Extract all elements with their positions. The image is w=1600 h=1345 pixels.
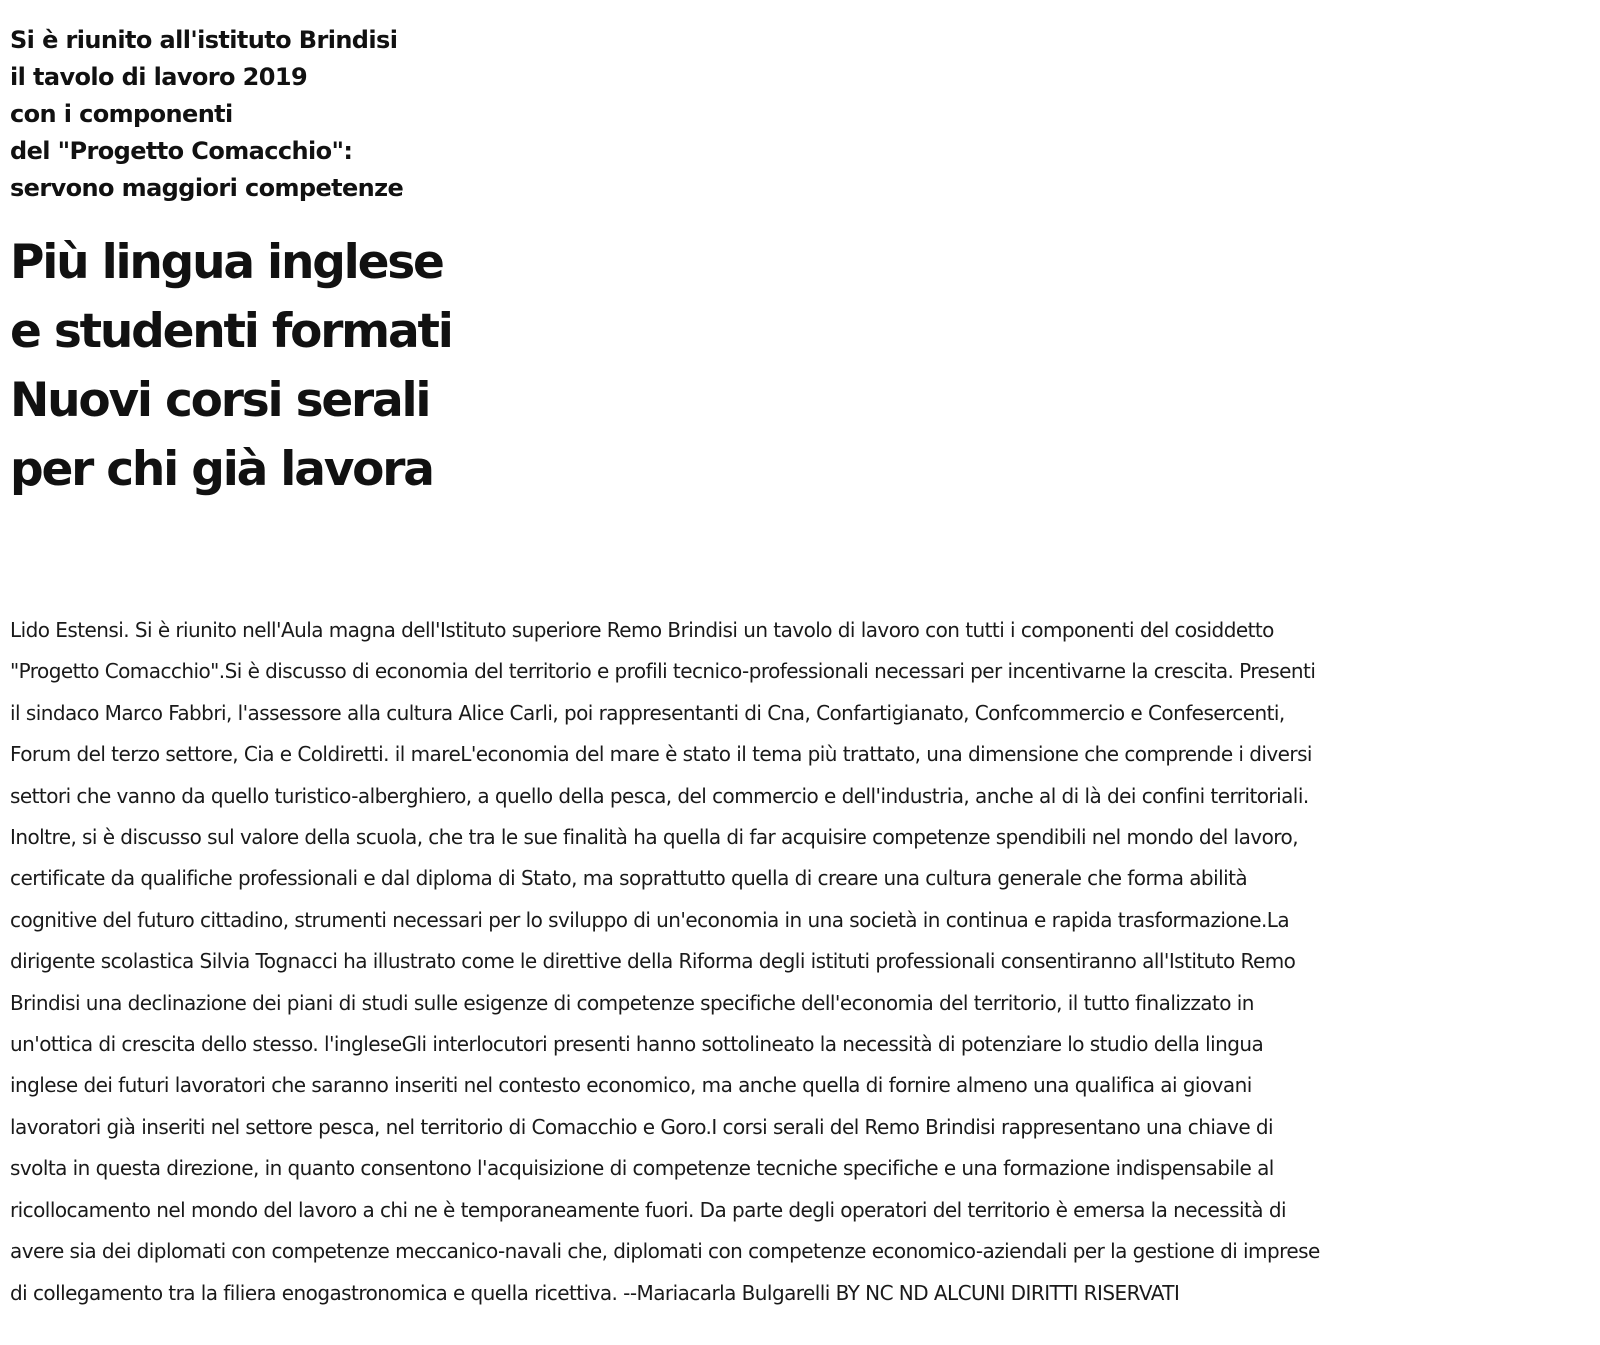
- headline-line: per chi già lavora: [10, 442, 433, 497]
- article-headline: [10, 228, 730, 504]
- body-line: Brindisi una declinazione dei piani di studi sulle esigenze di competenze specifiche dell'economia del territorio, il tutto finalizzato in: [10, 990, 1254, 1015]
- body-line: di collegamento tra la filiera enogastronomica e quella ricettiva. --Mariacarla Bulgarelli BY NC ND ALCUNI DIRITTI RISERVATI: [10, 1280, 1180, 1305]
- body-line: un'ottica di crescita dello stesso. l'ingleseGli interlocutori presenti hanno sottolineato la necessità di potenziare lo studio della lingua: [10, 1032, 1264, 1057]
- headline-line: Più lingua inglese: [10, 235, 443, 290]
- headline-line: Nuovi corsi serali: [10, 373, 430, 428]
- article-kicker: [10, 22, 570, 207]
- kicker-line: Si è riunito all'istituto Brindisi: [10, 26, 398, 54]
- headline-line: e studenti formati: [10, 304, 452, 359]
- body-line: inglese dei futuri lavoratori che saranno inseriti nel contesto economico, ma anche quella di fornire almeno una qualifica ai giovani: [10, 1073, 1252, 1098]
- body-line: Lido Estensi. Si è riunito nell'Aula magna dell'Istituto superiore Remo Brindisi un tavolo di lavoro con tutti i componenti del cosiddetto: [10, 618, 1274, 642]
- kicker-line: servono maggiori competenze: [10, 174, 404, 202]
- body-line: il sindaco Marco Fabbri, l'assessore alla cultura Alice Carli, poi rappresentanti di Cna, Confartigianato, Confcommercio e Confesercenti,: [10, 700, 1285, 725]
- body-line: settori che vanno da quello turistico-alberghiero, a quello della pesca, del commercio e dell'industria, anche al di là dei confini territoriali.: [10, 783, 1309, 808]
- kicker-line: il tavolo di lavoro 2019: [10, 63, 308, 91]
- body-line: lavoratori già inseriti nel settore pesca, nel territorio di Comacchio e Goro.I corsi serali del Remo Brindisi rappresentano una chiave di: [10, 1114, 1274, 1139]
- article-body: [10, 610, 1600, 1314]
- body-line: avere sia dei diplomati con competenze meccanico-navali che, diplomati con competenze economico-aziendali per la gestione di imprese: [10, 1239, 1320, 1264]
- body-line: Forum del terzo settore, Cia e Coldiretti. il mareL'economia del mare è stato il tema più trattato, una dimensione che comprende i diversi: [10, 742, 1312, 767]
- kicker-line: con i componenti: [10, 100, 233, 128]
- kicker-line: del "Progetto Comacchio":: [10, 137, 353, 165]
- body-line: ricollocamento nel mondo del lavoro a chi ne è temporaneamente fuori. Da parte degli operatori del territorio è emersa la necessità di: [10, 1197, 1286, 1222]
- body-line: Inoltre, si è discusso sul valore della scuola, che tra le sue finalità ha quella di far acquisire competenze spendibili nel mondo del lavoro,: [10, 825, 1298, 850]
- body-line: svolta in questa direzione, in quanto consentono l'acquisizione di competenze tecniche specifiche e una formazione indispensabile al: [10, 1156, 1274, 1181]
- body-line: certificate da qualifiche professionali e dal diploma di Stato, ma soprattutto quella di creare una cultura generale che forma abilità: [10, 866, 1248, 891]
- body-line: "Progetto Comacchio".Si è discusso di economia del territorio e profili tecnico-professionali necessari per incentivarne la crescita. Presenti: [10, 659, 1316, 684]
- body-line: dirigente scolastica Silvia Tognacci ha illustrato come le direttive della Riforma degli istituti professionali consentiranno all'Istituto Remo: [10, 949, 1296, 974]
- body-line: cognitive del futuro cittadino, strumenti necessari per lo sviluppo di un'economia in una società in continua e rapida trasformazione.La: [10, 907, 1290, 932]
